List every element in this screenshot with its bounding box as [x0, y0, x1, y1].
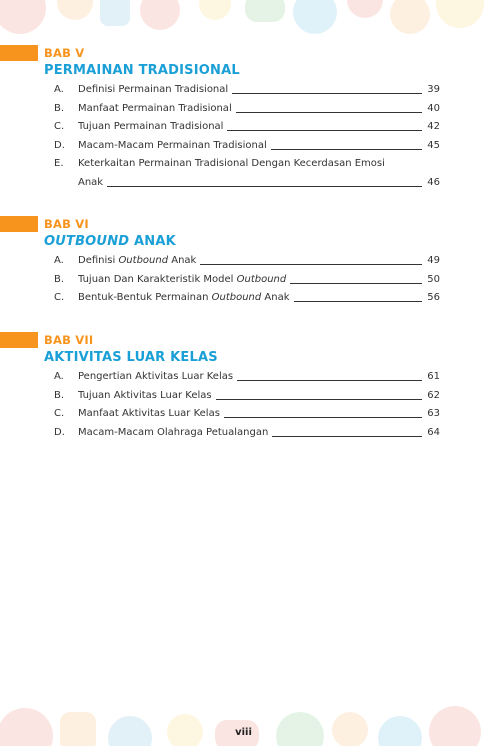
entry-text: Manfaat Permainan Tradisional — [78, 102, 232, 114]
entry-letter: D. — [54, 426, 65, 438]
entry-text — [78, 273, 286, 287]
dot-leader — [227, 129, 422, 131]
entry-text-part: Definisi — [78, 255, 119, 266]
dot-leader — [272, 435, 422, 437]
entry-letter: B. — [54, 273, 65, 285]
dot-leader — [107, 185, 422, 187]
entry-text — [78, 254, 196, 268]
entry-page: 62 — [427, 389, 440, 401]
chapter-label: BAB VI — [44, 217, 89, 231]
toc-entry[interactable] — [0, 370, 487, 389]
toc-entry[interactable] — [0, 389, 487, 408]
dot-leader — [216, 398, 422, 400]
dot-leader — [294, 300, 422, 302]
toc-entry[interactable] — [0, 407, 487, 426]
dot-leader — [237, 379, 422, 381]
entry-text — [78, 291, 290, 305]
entry-text-line2: Anak — [78, 176, 104, 188]
toc-entry[interactable] — [0, 83, 487, 102]
toc-entry[interactable] — [0, 120, 487, 139]
toc-list — [0, 83, 487, 194]
entry-letter: D. — [54, 139, 65, 151]
entry-page: 56 — [427, 292, 440, 303]
entry-page: 49 — [427, 255, 440, 266]
toc-entry[interactable] — [0, 254, 487, 273]
entry-page: 42 — [427, 121, 440, 132]
toc-entry[interactable] — [0, 102, 487, 121]
chapter-title-italic: OUTBOUND — [44, 234, 130, 249]
dot-leader — [224, 416, 422, 418]
chapter-marker-bar — [0, 332, 38, 348]
entry-letter: A. — [54, 84, 64, 95]
chapter-title — [44, 233, 176, 250]
chapter-title: AKTIVITAS LUAR KELAS — [44, 350, 218, 365]
dot-leader — [271, 148, 422, 150]
entry-page: 39 — [427, 84, 440, 95]
chapter-title: PERMAINAN TRADISIONAL — [44, 63, 240, 78]
entry-text: Tujuan Aktivitas Luar Kelas — [78, 389, 212, 401]
entry-text-italic: Outbound — [118, 255, 169, 266]
toc-entry[interactable] — [0, 157, 487, 194]
entry-text: Macam-Macam Olahraga Petualangan — [78, 426, 269, 438]
entry-text-italic: Outbound — [236, 273, 287, 285]
dot-leader — [290, 282, 422, 284]
entry-letter: B. — [54, 389, 65, 401]
entry-page: 40 — [427, 102, 440, 114]
entry-letter: E. — [54, 158, 64, 169]
toc-entry[interactable] — [0, 291, 487, 310]
entry-text: Tujuan Permainan Tradisional — [78, 121, 224, 132]
chapter-marker-bar — [0, 45, 38, 61]
dot-leader — [200, 263, 422, 265]
entry-letter: C. — [54, 121, 65, 132]
chapter-label: BAB V — [44, 46, 85, 60]
toc-list — [0, 254, 487, 310]
entry-page: 61 — [427, 371, 440, 382]
entry-letter: B. — [54, 102, 65, 114]
toc-list — [0, 370, 487, 444]
toc-entry[interactable] — [0, 426, 487, 445]
entry-letter: A. — [54, 371, 64, 382]
chapter-title-rest: ANAK — [129, 234, 176, 249]
entry-page: 64 — [427, 426, 440, 438]
entry-text-italic: Outbound — [211, 292, 262, 303]
entry-letter: C. — [54, 408, 65, 419]
entry-text: Pengertian Aktivitas Luar Kelas — [78, 371, 234, 382]
entry-letter: C. — [54, 292, 65, 303]
entry-letter: A. — [54, 255, 64, 266]
toc-entry[interactable] — [0, 273, 487, 292]
entry-page: 63 — [427, 408, 440, 419]
page-number: viii — [235, 727, 252, 738]
dot-leader — [232, 92, 422, 94]
entry-text-part: Tujuan Dan Karakteristik Model — [78, 273, 237, 285]
dot-leader — [236, 111, 422, 113]
chapter-label: BAB VII — [44, 333, 94, 347]
sports-pattern-top — [0, 0, 487, 48]
chapter-marker-bar — [0, 216, 38, 232]
entry-text-part: Anak — [261, 292, 290, 303]
toc-entry[interactable] — [0, 139, 487, 158]
entry-text: Manfaat Aktivitas Luar Kelas — [78, 408, 220, 419]
entry-text-line1: Keterkaitan Permainan Tradisional Dengan Kecerdasan Emosi — [78, 158, 385, 169]
entry-text: Definisi Permainan Tradisional — [78, 84, 229, 95]
entry-text-part: Bentuk-Bentuk Permainan — [78, 292, 212, 303]
entry-text: Macam-Macam Permainan Tradisional — [78, 139, 267, 151]
entry-page: 50 — [427, 273, 440, 285]
entry-page: 46 — [427, 176, 440, 188]
entry-page: 45 — [427, 139, 440, 151]
decorative-top-border — [0, 0, 487, 48]
entry-text-part: Anak — [168, 255, 197, 266]
